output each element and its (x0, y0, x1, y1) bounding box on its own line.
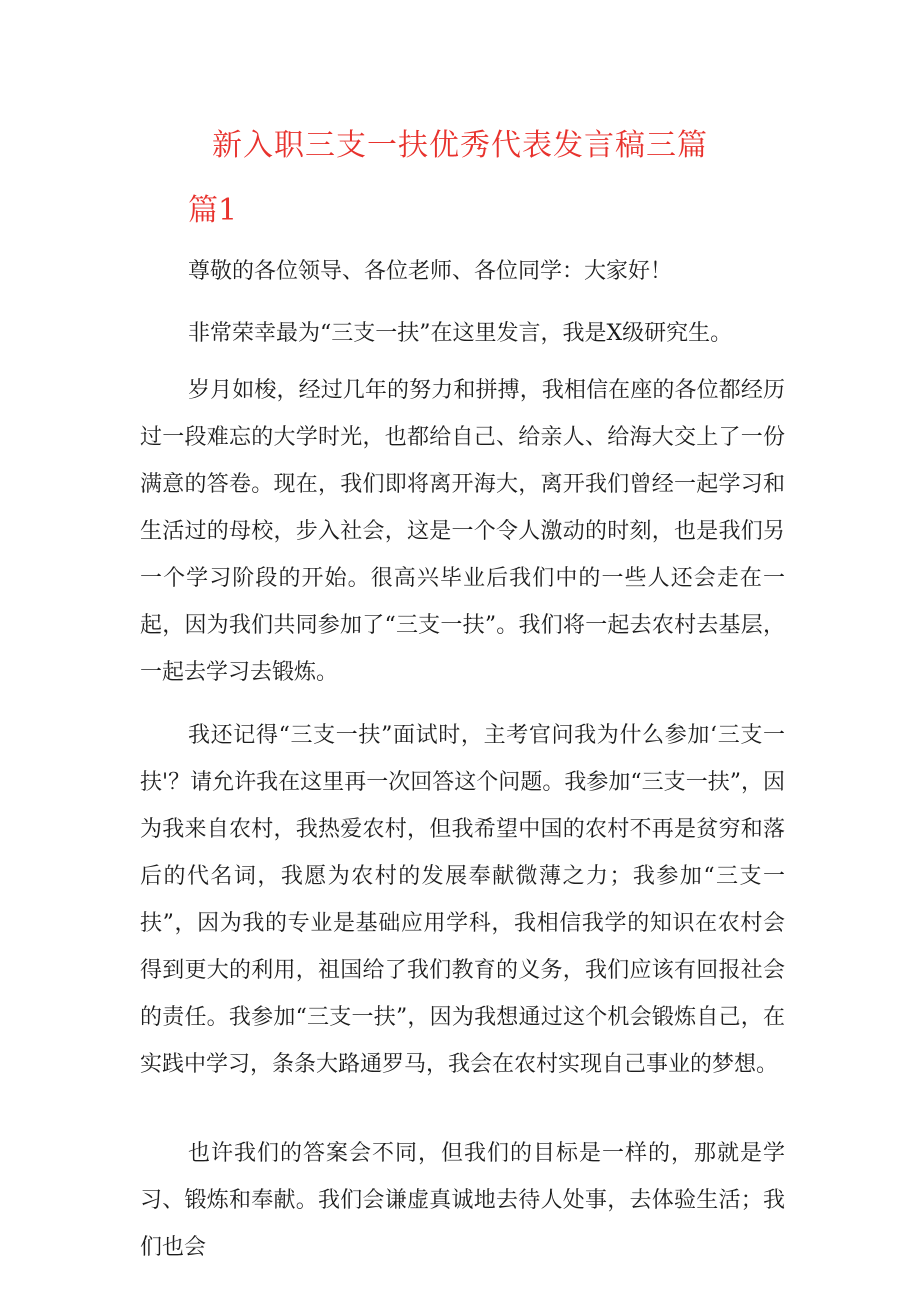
section-heading: 篇1 (188, 193, 238, 228)
paragraph-body: 岁月如梭，经过几年的努力和拼搏，我相信在座的各位都经历过一段难忘的大学时光，也都给自己、给亲人、给海大交上了一份满意的答卷。现在，我们即将离开海大，离开我们曾经一起学习和生活过的母校，步入社会，这是一个令人激动的时刻，也是我们另一个学习阶段的开始。很高兴毕业后我们中的一些人还会走在一起，因为我们共同参加了“三支一扶”。我们将一起去农村去基层，一起去学习去锻炼。 (140, 378, 785, 685)
paragraph-body: 我还记得“三支一扶”面试时，主考官问我为什么参加‘三支一扶'？请允许我在这里再一次回答这个问题。我参加“三支一扶”，因为我来自农村，我热爱农村，但我希望中国的农村不再是贫穷和落后的代名词，我愿为农村的发展奉献微薄之力；我参加“三支一扶”，因为我的专业是基础应用学科，我相信我学的知识在农村会得到更大的利用，祖国给了我们教育的义务，我们应该有回报社会的责任。我参加“三支一扶”，因为我想通过这个机会锻炼自己，在实践中学习，条条大路通罗马，我会在农村实现自己事业的梦想。 (140, 723, 785, 1077)
paragraph-greeting: 尊敬的各位领导、各位老师、各位同学：大家好！ (188, 259, 673, 284)
paragraph-intro: 非常荣幸最为“三支一扶”在这里发言，我是X级研究生。 (188, 321, 733, 346)
document-title: 新入职三支一扶优秀代表发言稿三篇 (212, 128, 708, 163)
paragraph-body: 也许我们的答案会不同，但我们的目标是一样的，那就是学习、锻炼和奉献。我们会谦虚真诚地去待人处事，去体验生活；我们也会 (140, 1141, 785, 1260)
